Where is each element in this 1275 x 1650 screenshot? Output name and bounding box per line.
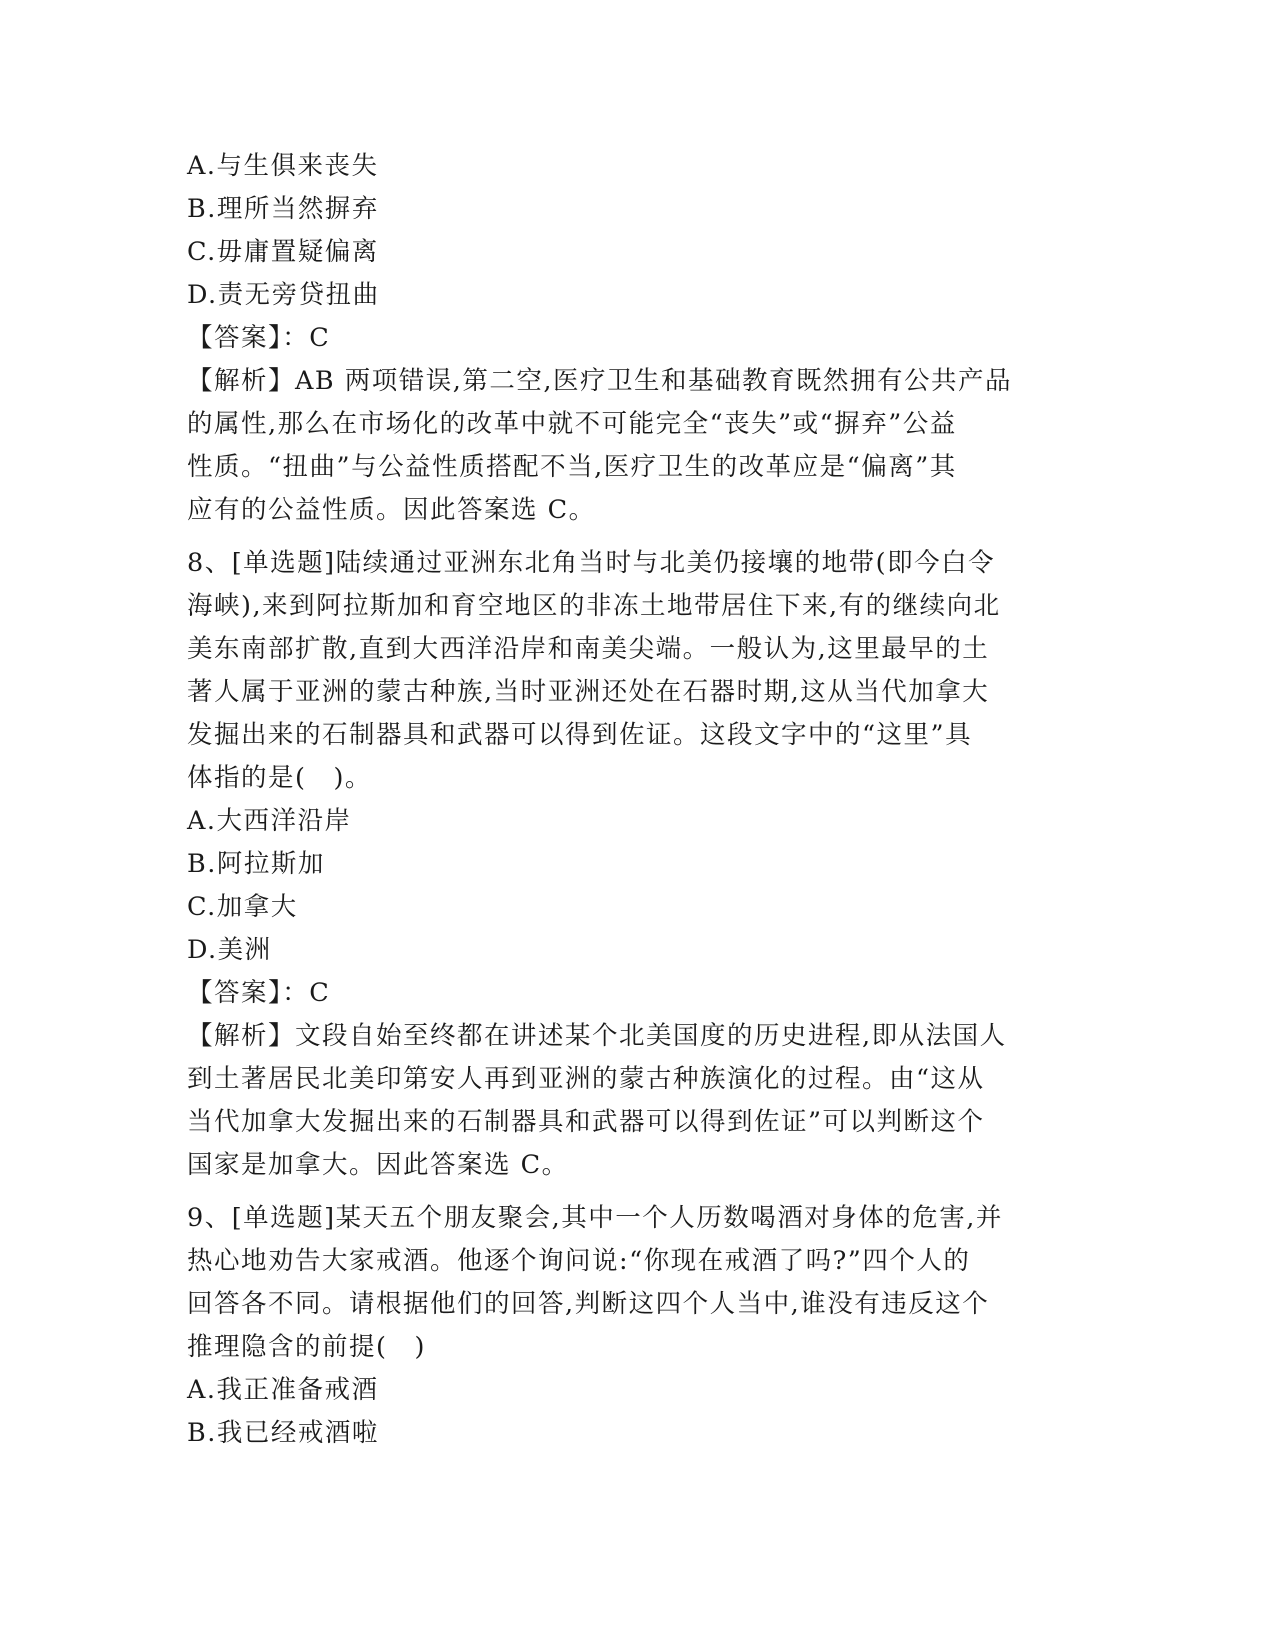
question-9-block (187, 1197, 1087, 1455)
q9-option-b: B.我已经戒酒啦 (187, 1418, 379, 1448)
question-7-block (187, 145, 1087, 532)
q7-analysis-line: 性质。“扭曲”与公益性质搭配不当,医疗卫生的改革应是“偏离”其 (187, 452, 957, 482)
q8-analysis-line: 到土著居民北美印第安人再到亚洲的蒙古种族演化的过程。由“这从 (187, 1064, 985, 1094)
q8-stem-line: 著人属于亚洲的蒙古种族,当时亚洲还处在石器时期,这从当代加拿大 (187, 677, 990, 707)
q8-option-b: B.阿拉斯加 (187, 849, 325, 879)
q7-option-c: C.毋庸置疑偏离 (187, 237, 379, 267)
q9-stem-line: 9、[单选题]某天五个朋友聚会,其中一个人历数喝酒对身体的危害,并 (187, 1203, 1003, 1233)
q8-option-a: A.大西洋沿岸 (187, 806, 352, 836)
q9-stem-line: 热心地劝告大家戒酒。他逐个询问说:“你现在戒酒了吗?”四个人的 (187, 1246, 971, 1276)
q8-option-c: C.加拿大 (187, 892, 298, 922)
q8-stem-line: 发掘出来的石制器具和武器可以得到佐证。这段文字中的“这里”具 (187, 720, 973, 750)
q8-option-d: D.美洲 (187, 935, 272, 965)
q8-stem-line: 体指的是( )。 (187, 763, 372, 793)
q8-stem-line: 海峡),来到阿拉斯加和育空地区的非冻土地带居住下来,有的继续向北 (187, 591, 1001, 621)
q8-analysis-line: 当代加拿大发掘出来的石制器具和武器可以得到佐证”可以判断这个 (187, 1107, 985, 1137)
q8-answer: 【答案】：C (187, 978, 331, 1008)
q8-stem-line: 8、[单选题]陆续通过亚洲东北角当时与北美仍接壤的地带(即今白令 (187, 548, 996, 578)
q8-analysis-line: 国家是加拿大。因此答案选 C。 (187, 1150, 569, 1180)
q7-option-d: D.责无旁贷扭曲 (187, 280, 380, 310)
q7-analysis-line: 【解析】AB 两项错误,第二空,医疗卫生和基础教育既然拥有公共产品 (187, 366, 1012, 396)
q8-analysis-line: 【解析】文段自始至终都在讲述某个北美国度的历史进程,即从法国人 (187, 1021, 1007, 1051)
page-content (187, 145, 1087, 1455)
q7-analysis-line: 的属性,那么在市场化的改革中就不可能完全“丧失”或“摒弃”公益 (187, 409, 957, 439)
q9-stem-line: 推理隐含的前提( ) (187, 1332, 426, 1362)
q7-analysis-line: 应有的公益性质。因此答案选 C。 (187, 495, 596, 525)
q7-option-b: B.理所当然摒弃 (187, 194, 379, 224)
q8-stem-line: 美东南部扩散,直到大西洋沿岸和南美尖端。一般认为,这里最早的土 (187, 634, 990, 664)
q9-option-a: A.我正准备戒酒 (187, 1375, 379, 1405)
q9-stem-line: 回答各不同。请根据他们的回答,判断这四个人当中,谁没有违反这个 (187, 1289, 990, 1319)
q7-answer: 【答案】：C (187, 323, 331, 353)
question-8-block (187, 542, 1087, 1187)
q7-option-a: A.与生俱来丧失 (187, 151, 379, 181)
